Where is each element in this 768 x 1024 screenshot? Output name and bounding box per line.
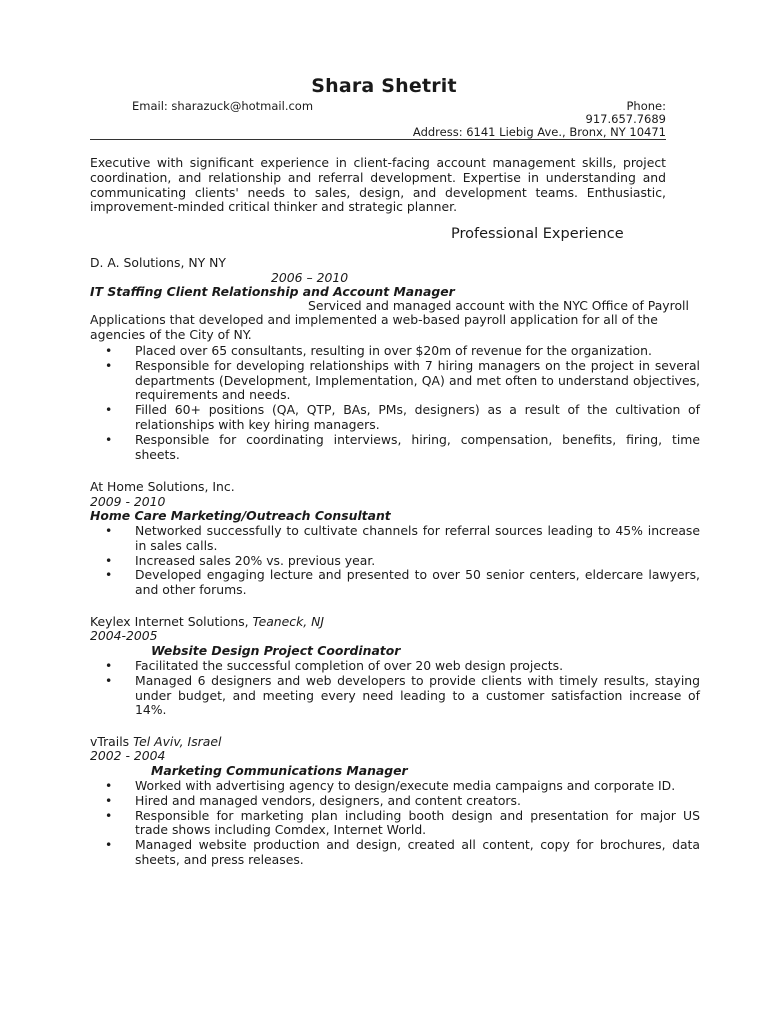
job-bullets <box>90 344 700 462</box>
summary-paragraph: Executive with significant experience in client-facing account management skills, project coordination, and relationship and referral development. Expertise in understanding and communicating clients' needs to sales, design, and development teams. Enthusiastic, improvement-minded critical thinker and strategic planner. <box>90 155 666 215</box>
job-dates: 2009 - 2010 <box>90 494 166 509</box>
section-title: Professional Experience <box>451 226 624 242</box>
job-dates: 2006 – 2010 <box>271 270 349 285</box>
job-company-line <box>90 734 221 749</box>
phone-label: Phone: <box>626 99 666 113</box>
email-line: Email: sharazuck@hotmail.com <box>132 99 314 113</box>
list-item: • Responsible for coordinating interviews, hiring, compensation, benefits, firing, time sheets. <box>90 433 700 463</box>
list-item: • Responsible for marketing plan including booth design and presentation for major US trade shows including Comdex, Internet World. <box>90 809 700 839</box>
header-divider <box>90 139 666 140</box>
job-company: Keylex Internet Solutions, <box>90 614 249 629</box>
list-item: • Developed engaging lecture and presented to over 50 senior centers, eldercare lawyers, and other forums. <box>90 568 700 598</box>
job-location: Teaneck, NJ <box>252 614 325 629</box>
list-item: • Hired and managed vendors, designers, and content creators. <box>90 794 700 809</box>
candidate-name: Shara Shetrit <box>311 75 457 97</box>
list-item: • Networked successfully to cultivate channels for referral sources leading to 45% increase in sales calls. <box>90 524 700 554</box>
job-description: Applications that developed and implemented a web-based payroll application for all of the agencies of the City of NY. <box>90 312 658 342</box>
job-dates: 2002 - 2004 <box>90 748 166 763</box>
list-item: • Facilitated the successful completion of over 20 web design projects. <box>90 659 700 674</box>
job-company: vTrails <box>90 734 130 749</box>
list-item: • Increased sales 20% vs. previous year. <box>90 554 700 569</box>
job-bullets <box>90 779 700 868</box>
list-item: • Filled 60+ positions (QA, QTP, BAs, PMs, designers) as a result of the cultivation of relationships with key hiring managers. <box>90 403 700 433</box>
list-item: • Responsible for developing relationships with 7 hiring managers on the project in several departments (Development, Implementation, QA) and met often to understand objectives, requirements and needs. <box>90 359 700 403</box>
job-dates: 2004-2005 <box>90 628 158 643</box>
job-description-first-line: Serviced and managed account with the NYC Office of Payroll <box>308 298 689 313</box>
job-bullets <box>90 659 700 718</box>
list-item: • Managed website production and design, created all content, copy for brochures, data sheets, and press releases. <box>90 838 700 868</box>
job-company: At Home Solutions, Inc. <box>90 479 235 494</box>
address-line: Address: 6141 Liebig Ave., Bronx, NY 10471 <box>412 125 666 139</box>
job-location: Tel Aviv, Israel <box>133 734 222 749</box>
phone-number: 917.657.7689 <box>585 112 666 126</box>
job-company: D. A. Solutions, NY NY <box>90 255 226 270</box>
list-item: • Managed 6 designers and web developers to provide clients with timely results, staying under budget, and meeting every need leading to a customer satisfaction increase of 14%. <box>90 674 700 718</box>
list-item: • Placed over 65 consultants, resulting in over $20m of revenue for the organization. <box>90 344 700 359</box>
list-item: • Worked with advertising agency to design/execute media campaigns and corporate ID. <box>90 779 700 794</box>
job-title: IT Staffing Client Relationship and Account Manager <box>90 284 455 299</box>
job-title: Website Design Project Coordinator <box>151 643 401 658</box>
job-bullets <box>90 524 700 598</box>
job-title: Home Care Marketing/Outreach Consultant <box>90 508 391 523</box>
job-title: Marketing Communications Manager <box>151 763 408 778</box>
job-company-line <box>90 614 324 629</box>
